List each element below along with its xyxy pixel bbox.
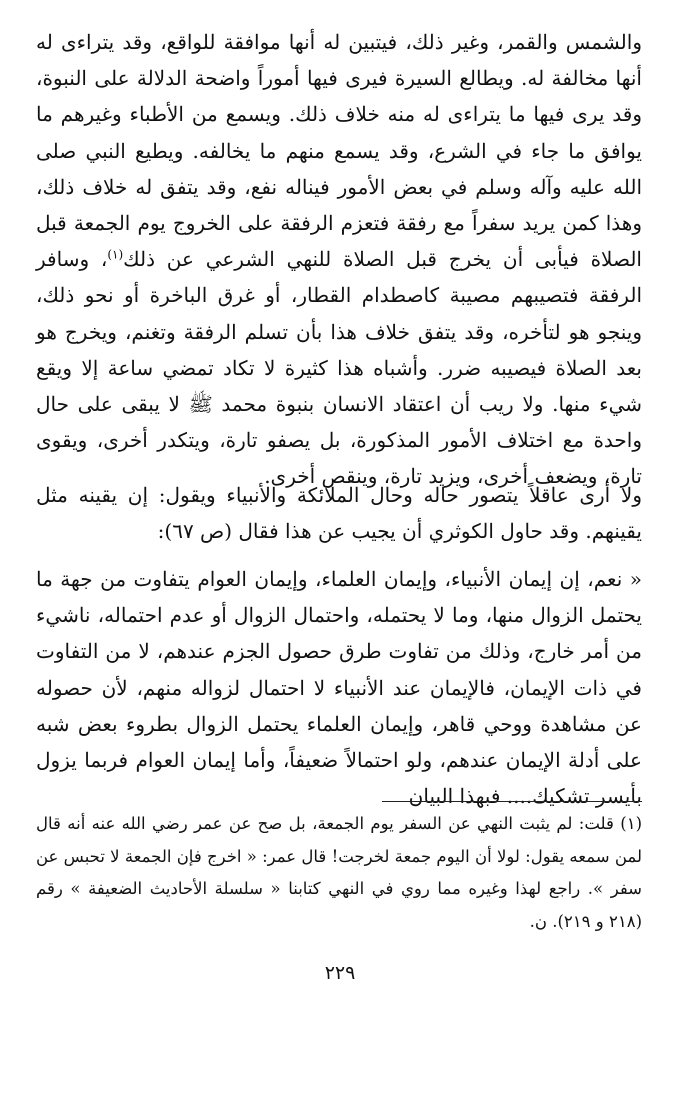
page-number: ٢٢٩ <box>324 962 356 984</box>
body-paragraph-2: ولا أرى عاقلاً يتصور حاله وحال الملائكة والأنبياء ويقول: إن يقينه مثل يقينهم. وقد حاول الكوثري أن يجيب عن هذا فقال (ص ٦٧): <box>36 483 642 544</box>
footnote-reference-marker: (١) <box>107 247 124 262</box>
body-paragraph-3-quotation: « نعم، إن إيمان الأنبياء، وإيمان العلماء، وإيمان العوام يتفاوت من جهة ما يحتمل الزوال منها، وما لا يحتمله، واحتمال الزوال أو عدم احتماله، ناشيء من أمر خارج، وذلك من تفاوت طرق حصول الجزم عندهم، لا من التفاوت في ذات الإيمان، فالإيمان عند الأنبياء لا احتمال لزواله منهم، لأن حصوله عن مشاهدة ووحي قاهر، وإيمان العلماء يحتمل الزوال بطروء بعض شبه على أدلة الإيمان عندهم، ولو احتمالاً ضعيفاً، وأما إيمان العوام فربما يزول بأيسر تشكيك.... فبهذا البيان <box>36 567 642 809</box>
footnote-separator-rule <box>382 801 642 802</box>
paragraph-1-text-b: ، وسافر الرفقة فتصيبهم مصيبة كاصطدام القطار، أو غرق الباخرة أو نحو ذلك، وينجو هو لتأخره، وقد يتفق خلاف هذا بأن تسلم الرفقة وتغنم، ويخرج هو بعد الصلاة فيصيبه ضرر. وأشباه هذا كثيرة لا تكاد تمضي ساعة إلا ويقع شيء منها. ولا ريب أن اعتقاد الانسان بنبوة محمد ﷺ لا يبقى على حال واحدة مع اختلاف الأمور المذكورة، بل يصفو تارة، ويتكدر أخرى، ويقوى تارة، ويضعف أخرى، ويزيد تارة، وينقص أخرى. <box>36 247 642 489</box>
footnote-1: (١) قلت: لم يثبت النهي عن السفر يوم الجمعة، بل صح عن عمر رضي الله عنه أنه قال لمن سمعه يقول: لولا أن اليوم جمعة لخرجت! قال عمر: « اخرج فإن الجمعة لا تحبس عن سفر ». راجع لهذا وغيره مما روي في النهي كتابنا « سلسلة الأحاديث الضعيفة » رقم (٢١٨ و ٢١٩). ن. <box>36 814 642 931</box>
body-paragraph-1 <box>36 24 642 495</box>
paragraph-1-text-a: والشمس والقمر، وغير ذلك، فيتبين له أنها موافقة للواقع، وقد يتراءى له أنها مخالفة له. ويطالع السيرة فيرى فيها أموراً واضحة الدلالة على النبوة، وقد يرى فيها ما يتراءى له منه خلاف ذلك. ويسمع من الأطباء وغيرهم ما يوافق ما جاء في الشرع، وقد يسمع منهم ما يخالفه. ويطيع النبي صلى الله عليه وآله وسلم في بعض الأمور فيناله نفع، وقد يتفق له خلاف ذلك، وهذا كمن يريد سفراً مع رفقة فتعزم الرفقة على الخروج يوم الجمعة قبل الصلاة فيأبى أن يخرج قبل الصلاة للنهي الشرعي عن ذلك <box>36 30 642 272</box>
